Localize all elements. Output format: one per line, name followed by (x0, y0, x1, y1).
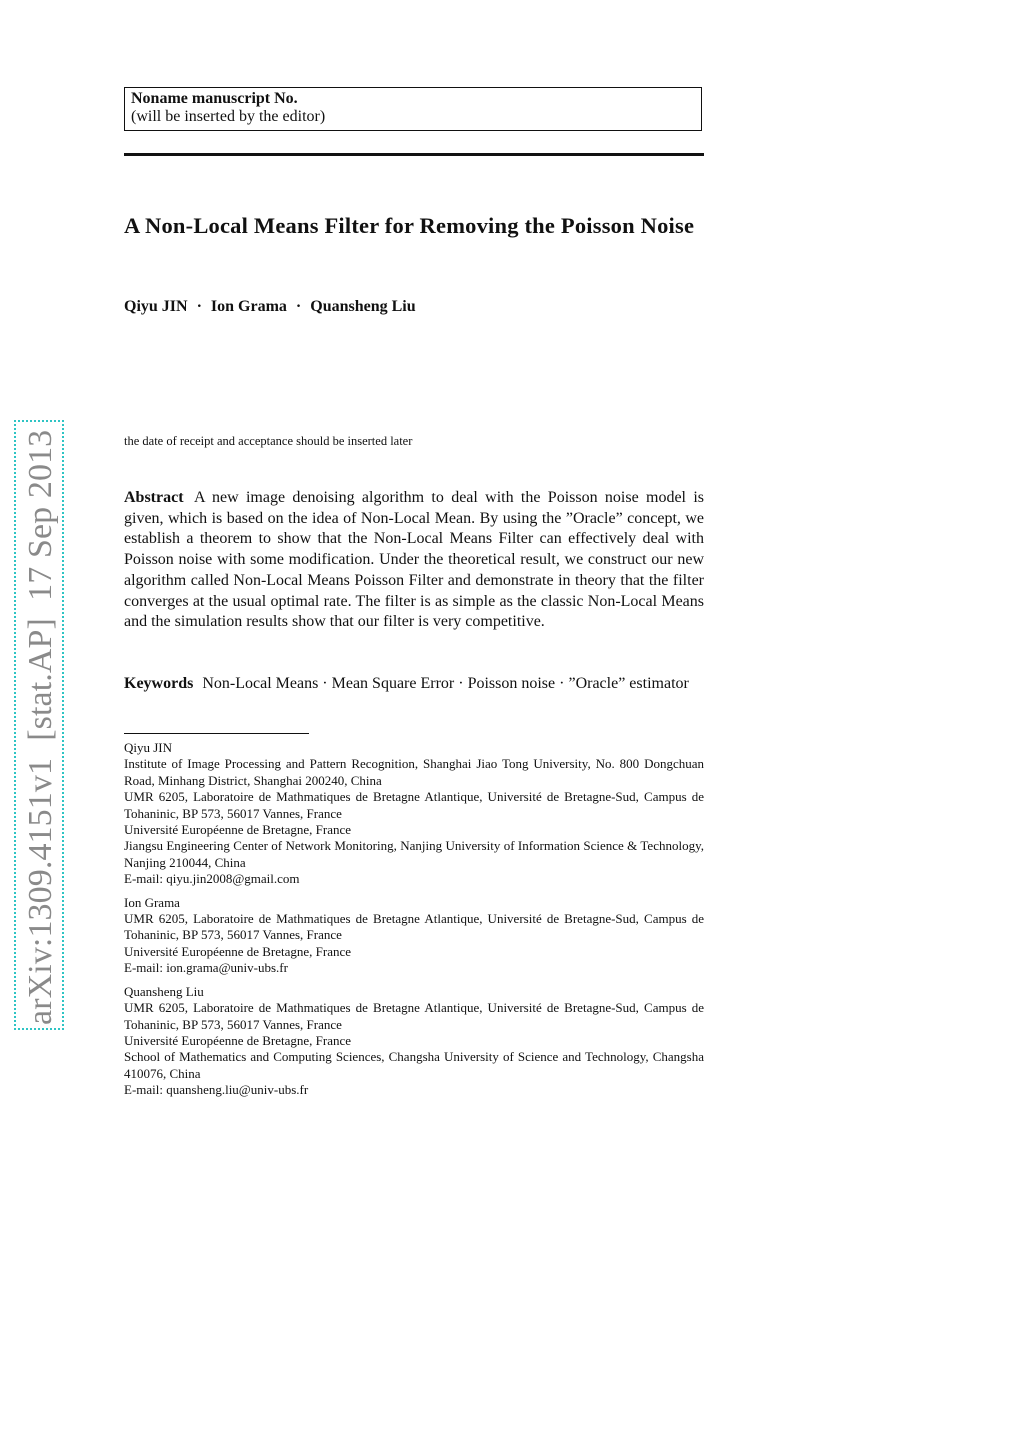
affiliation-author: Quansheng Liu (124, 983, 204, 999)
affiliation-block (124, 740, 704, 888)
footnote-rule (124, 733, 309, 734)
affiliation-line: UMR 6205, Laboratoire de Mathmatiques de Bretagne Atlantique, Université de Bretagne-Sud, Campus de Tohaninic, BP 573, 56017 Vannes, France (124, 911, 704, 943)
author-name: Ion Grama (210, 298, 287, 315)
affiliation-line: Université Européenne de Bretagne, France (124, 943, 352, 959)
author-separator: · (295, 298, 302, 315)
abstract-label: Abstract (124, 489, 184, 506)
paper-title: A Non-Local Means Filter for Removing the Poisson Noise (124, 213, 695, 238)
affiliation-line: Institute of Image Processing and Pattern Recognition, Shanghai Jiao Tong University, No. 800 Dongchuan Road, Minhang District, Shanghai 200240, China (124, 756, 704, 788)
affiliation-line: Jiangsu Engineering Center of Network Monitoring, Nanjing University of Information Science & Technology, Nanjing 210044, China (124, 838, 704, 870)
affiliation-line: Université Européenne de Bretagne, France (124, 1032, 352, 1048)
affiliation-email: E-mail: qiyu.jin2008@gmail.com (124, 871, 300, 887)
affiliation-line: UMR 6205, Laboratoire de Mathmatiques de Bretagne Atlantique, Université de Bretagne-Sud, Campus de Tohaninic, BP 573, 56017 Vannes, France (124, 789, 704, 821)
author-list (124, 297, 416, 317)
arxiv-identifier: arXiv:1309.4151v1 [stat.AP] 17 Sep 2013 (22, 429, 59, 1025)
author-separator: · (196, 298, 202, 315)
keywords-label: Keywords (124, 675, 194, 692)
manuscript-number: Noname manuscript No. (131, 90, 298, 107)
affiliation-email: E-mail: quansheng.liu@univ-ubs.fr (124, 1082, 309, 1098)
affiliation-email: E-mail: ion.grama@univ-ubs.fr (124, 960, 288, 976)
manuscript-box (124, 87, 702, 131)
date-note: the date of receipt and acceptance should be inserted later (124, 434, 413, 448)
header-rule (124, 153, 704, 156)
affiliation-block (124, 984, 704, 1099)
keywords (124, 674, 704, 695)
affiliation-line: School of Mathematics and Computing Sciences, Changsha University of Science and Technology, Changsha 410076, China (124, 1049, 704, 1081)
author-name: Qiyu JIN (124, 298, 188, 315)
affiliation-line: Université Européenne de Bretagne, France (124, 822, 352, 838)
affiliations (124, 740, 704, 1106)
keywords-text: Non-Local Means · Mean Square Error · Poisson noise · ”Oracle” estimator (202, 675, 689, 692)
editor-note: (will be inserted by the editor) (131, 108, 326, 125)
affiliation-author: Qiyu JIN (124, 740, 173, 755)
affiliation-line: UMR 6205, Laboratoire de Mathmatiques de Bretagne Atlantique, Université de Bretagne-Sud, Campus de Tohaninic, BP 573, 56017 Vannes, France (124, 1000, 704, 1032)
affiliation-block (124, 895, 704, 977)
affiliation-author: Ion Grama (124, 894, 180, 910)
abstract (124, 488, 704, 633)
author-name: Quansheng Liu (310, 298, 416, 315)
abstract-text: A new image denoising algorithm to deal with the Poisson noise model is given, which is based on the idea of Non-Local Mean. By using the ”Oracle” concept, we establish a theorem to show that the Non-Local Means Filter can effectively deal with Poisson noise with some modification. Under the theoretical result, we construct our new algorithm called Non-Local Means Poisson Filter and demonstrate in theory that the filter converges at the usual optimal rate. The filter is as simple as the classic Non-Local Means and the simulation results show that our filter is very competitive. (124, 489, 704, 631)
